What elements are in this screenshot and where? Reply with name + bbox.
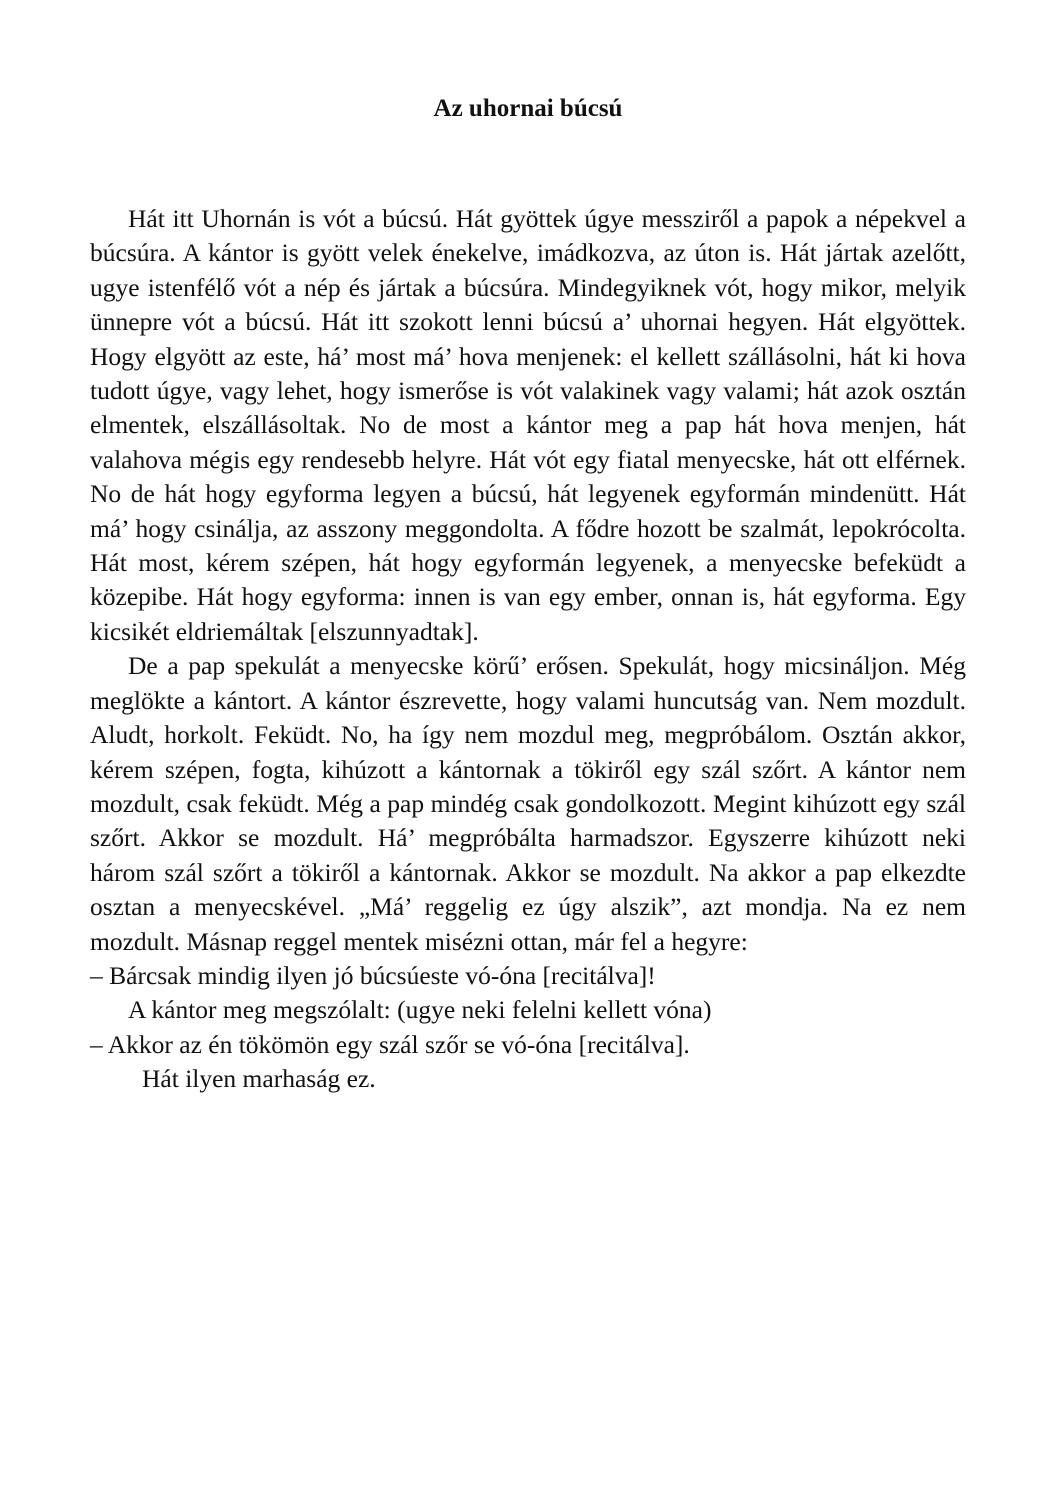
document-title: Az uhornai búcsú <box>433 95 623 122</box>
document-page <box>90 92 966 1097</box>
paragraph-3: A kántor meg megszólalt: (ugye neki felelni kellett vóna) <box>128 995 712 1025</box>
dialogue-line-1: – Bárcsak mindig ilyen jó búcsúeste vó-óna [recitálva]! <box>90 960 656 990</box>
dialogue-line-2: – Akkor az én tökömön egy szál szőr se vó-óna [recitálva]. <box>90 1029 690 1059</box>
closing-line: Hát ilyen marhaság ez. <box>142 1064 376 1094</box>
paragraph-2: De a pap spekulát a menyecske körű’ erősen. Spekulát, hogy micsináljon. Még meglökte a kántort. A kántor észrevette, hogy valami huncutság van. Nem mozdult. Aludt, horkolt. Feküdt. No, ha így nem mozdul meg, megpróbálom. Osztán akkor, kérem szépen, fogta, kihúzott a kántornak a tökiről egy szál szőrt. A kántor nem mozdult, csak feküdt. Még a pap mindég csak gondolkozott. Megint kihúzott egy szál szőrt. Akkor se mozdult. Há’ megpróbálta harmadszor. Egyszerre kihúzott neki három szál szőrt a tökiről a kántornak. Akkor se mozdult. Na akkor a pap elkezdte osztan a menyecskével. „Má’ reggelig ez úgy alszik”, azt mondja. Na ez nem mozdult. Másnap reggel mentek misézni ottan, már fel a hegyre: <box>90 651 966 956</box>
paragraph-1: Hát itt Uhornán is vót a búcsú. Hát gyöttek úgye messziről a papok a népekvel a búcsúra. A kántor is gyött velek énekelve, imádkozva, az úton is. Hát jártak azelőtt, ugye istenfélő vót a nép és jártak a búcsúra. Mindegyiknek vót, hogy mikor, melyik ünnepre vót a búcsú. Hát itt szokott lenni búcsú a’ uhornai hegyen. Hát elgyöttek. Hogy elgyött az este, há’ most má’ hova menjenek: el kellett szállásolni, hát ki hova tudott úgye, vagy lehet, hogy ismerőse is vót valakinek vagy valami; hát azok osztán elmentek, elszállásoltak. No de most a kántor meg a pap hát hova menjen, hát valahova mégis egy rendesebb helyre. Hát vót egy fiatal menyecske, hát ott elférnek. No de hát hogy egyforma legyen a búcsú, hát legyenek egyformán mindenütt. Hát má’ hogy csinálja, az asszony meggondolta. A fődre hozott be szalmát, lepokrócolta. Hát most, kérem szépen, hát hogy egyformán legyenek, a menyecske befeküdt a közepibe. Hát hogy egyforma: innen is van egy ember, onnan is, hát egyforma. Egy kicsikét eldriemáltak [elszunnyadtak]. <box>90 204 966 646</box>
